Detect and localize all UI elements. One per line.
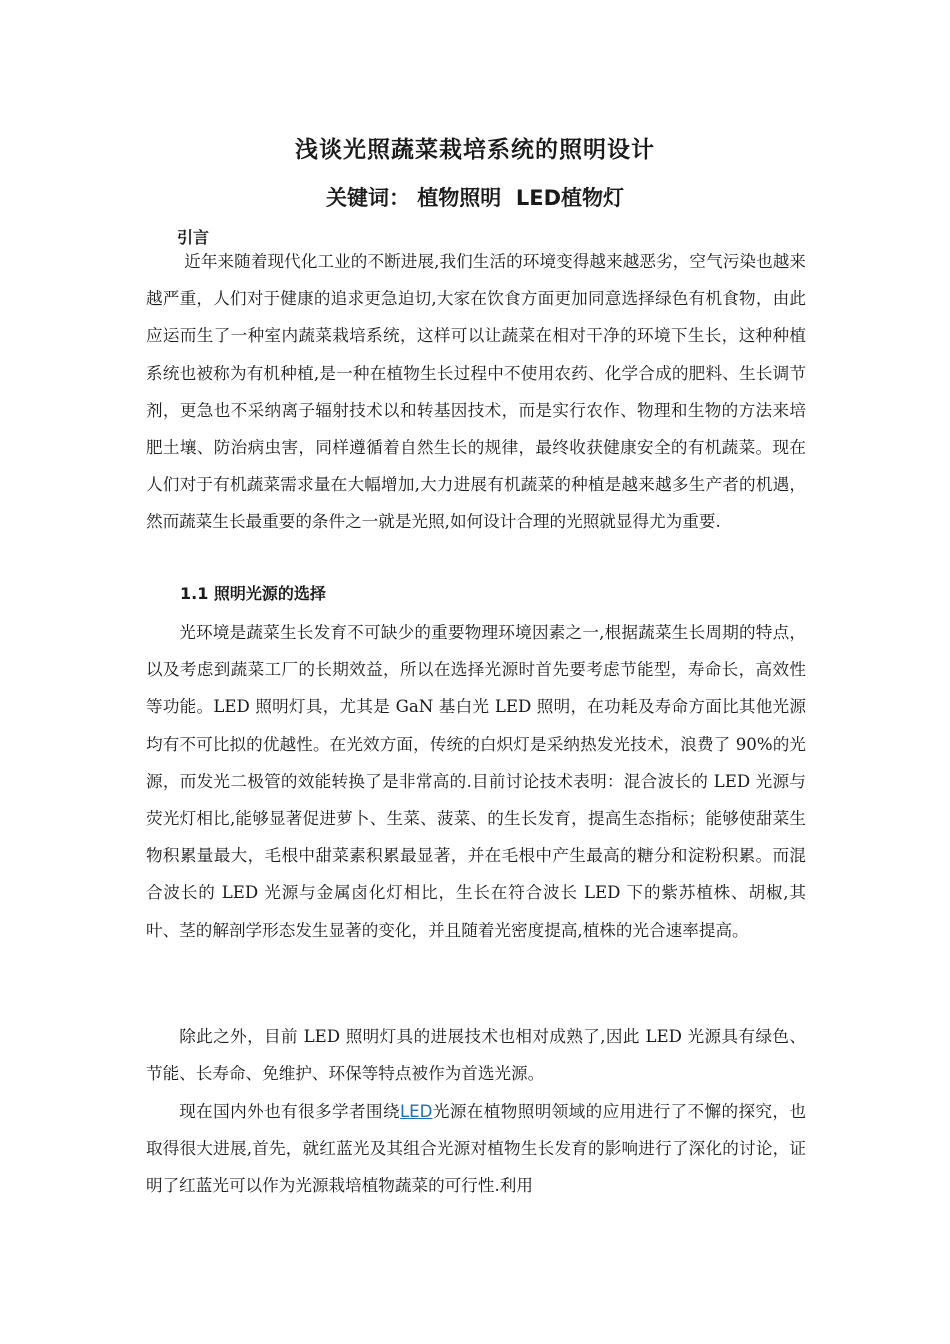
led-link[interactable]: LED (399, 1102, 433, 1121)
section-1-1-paragraph-3 (146, 1093, 806, 1205)
paragraph-3-text-after: 光源在植物照明领域的应用进行了不懈的探究，也取得很大进展,首先，就红蓝光及其组合光源对植物生长发育的影响进行了深化的讨论，证明了红蓝光可以作为光源栽培植物蔬菜的可行性.利用 (146, 1102, 807, 1196)
intro-heading: 引言 (177, 228, 210, 247)
keywords-line (0, 180, 950, 216)
paragraph-3-text-before: 现在国内外也有很多学者围绕 (179, 1102, 400, 1121)
section-1-1-heading: 1.1 照明光源的选择 (180, 584, 326, 603)
document-title: 浅谈光照蔬菜栽培系统的照明设计 (295, 137, 655, 163)
section-1-1-paragraph-2: 除此之外，目前 LED 照明灯具的进展技术也相对成熟了,因此 LED 光源具有绿色、节能、长寿命、免维护、环保等特点被作为首选光源。 (146, 1027, 806, 1084)
keywords-label: 关键词： (325, 186, 410, 210)
keywords-value: 植物照明 LED植物灯 (417, 186, 625, 210)
section-1-1-paragraph-1: 光环境是蔬菜生长发育不可缺少的重要物理环境因素之一,根据蔬菜生长周期的特点，以及考虑到蔬菜工厂的长期效益，所以在选择光源时首先要考虑节能型，寿命长，高效性等功能。LED 照明灯具，尤其是 GaN 基白光 LED 照明，在功耗及寿命方面比其他光源均有不可比拟的优越性。在光效方面，传统的白炽灯是采纳热发光技术，浪费了 90%的光源，而发光二极管的效能转换了是非常高的.目前讨论技术表明：混合波长的 LED 光源与荧光灯相比,能够显著促进萝卜、生菜、菠菜、的生长发育，提高生态指标；能够使甜菜生物积累量最大，毛根中甜菜素积累最显著，并在毛根中产生最高的糖分和淀粉积累。而混合波长的 LED 光源与金属卤化灯相比，生长在符合波长 LED 下的紫苏植株、胡椒,其叶、茎的解剖学形态发生显著的变化，并且随着光密度提高,植株的光合速率提高。 (146, 623, 806, 940)
intro-paragraph: 近年来随着现代化工业的不断进展,我们生活的环境变得越来越恶劣，空气污染也越来越严重，人们对于健康的追求更急迫切,大家在饮食方面更加同意选择绿色有机食物，由此应运而生了一种室内蔬菜栽培系统，这样可以让蔬菜在相对干净的环境下生长，这种种植系统也被称为有机种植,是一种在植物生长过程中不使用农药、化学合成的肥料、生长调节剂，更急也不采纳离子辐射技术以和转基因技术，而是实行农作、物理和生物的方法来培肥土壤、防治病虫害，同样遵循着自然生长的规律，最终收获健康安全的有机蔬菜。现在人们对于有机蔬菜需求量在大幅增加,大力进展有机蔬菜的种植是越来越多生产者的机遇，然而蔬菜生长最重要的条件之一就是光照,如何设计合理的光照就显得尤为重要. (146, 252, 806, 532)
